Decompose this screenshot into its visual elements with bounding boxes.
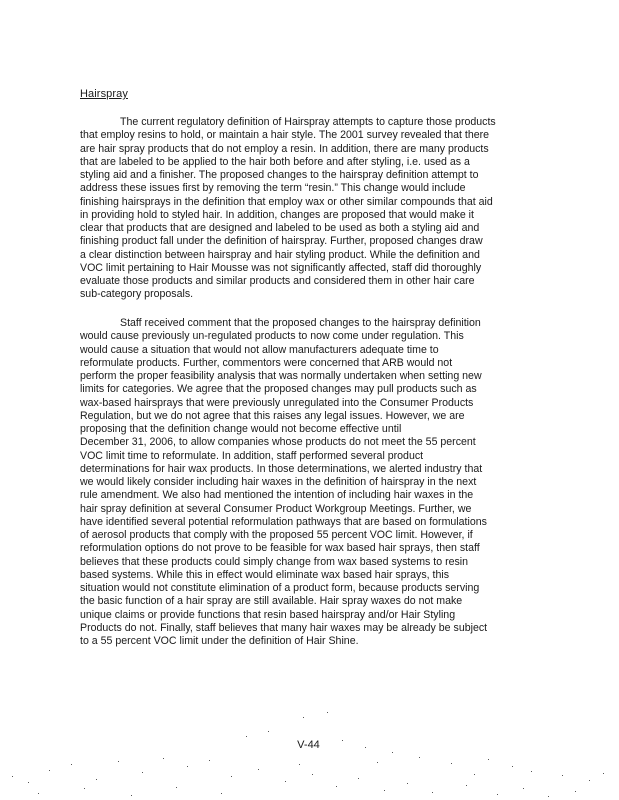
paragraph-line: sub-category proposals.: [80, 288, 194, 301]
paragraph-1: [80, 116, 540, 302]
paragraph-line: have identified several potential reformulation pathways that are based on formulations: [80, 515, 487, 528]
paragraph-line: wax-based hairsprays that were previously unregulated into the Consumer Products: [80, 396, 474, 409]
paragraph-line: perform the proper feasibility analysis that was normally undertaken when setting new: [80, 370, 482, 382]
paragraph-line: VOC limit pertaining to Hair Mousse was not significantly affected, staff did thoroughly: [80, 261, 482, 274]
section-heading: Hairspray: [80, 88, 128, 100]
paragraph-line: hair spray definition at several Consumer Product Workgroup Meetings. Further, we: [80, 502, 472, 515]
paragraph-line: the basic function of a hair spray are still available. Hair spray waxes do not make: [80, 595, 463, 608]
page-number: V-44: [297, 739, 320, 751]
paragraph-line: are hair spray products that do not employ a resin. In addition, there are many products: [80, 142, 489, 155]
paragraph-line: address these issues first by removing the term “resin.” This change would include: [80, 182, 466, 195]
paragraph-line: proposing that the definition change would not become effective until: [80, 423, 402, 435]
paragraph-line: we would likely consider including hair waxes in the definition of hairspray in the next: [80, 476, 477, 488]
paragraph-line: situation would not constitute elimination of a product form, because products serving: [80, 582, 480, 594]
paragraph-line: a clear distinction between hairspray and hair styling product. While the definition and: [80, 248, 480, 261]
paragraph-line: Regulation, but we do not agree that this raises any legal issues. However, we are: [80, 409, 465, 422]
paragraph-line: VOC limit time to reformulate. In addition, staff performed several product: [80, 449, 424, 462]
paragraph-line: that employ resins to hold, or maintain a hair style. The 2001 survey revealed that there: [80, 129, 490, 142]
paragraph-line: December 31, 2006, to allow companies whose products do not meet the 55 percent: [80, 436, 476, 449]
paragraph-line: to a 55 percent VOC limit under the definition of Hair Shine.: [80, 635, 359, 647]
paragraph-line: finishing hairsprays in the definition that employ wax or other similar compounds that aid: [80, 195, 493, 208]
paragraph-line: would cause previously un-regulated products to now come under regulation. This: [80, 330, 464, 343]
paragraph-line: in providing hold to styled hair. In addition, changes are proposed that would make it: [80, 208, 474, 221]
paragraph-line: that are labeled to be applied to the hair both before and after styling, i.e. used as a: [80, 155, 470, 168]
paragraph-line: determinations for hair wax products. In those determinations, we alerted industry that: [80, 462, 483, 475]
paragraph-line: limits for categories. We agree that the proposed changes may pull products such as: [80, 383, 477, 396]
paragraph-line: The current regulatory definition of Hairspray attempts to capture those products: [120, 116, 496, 128]
paragraph-line: evaluate those products and similar products and considered them in other hair care: [80, 275, 475, 287]
paragraph-line: clear that products that are designed and labeled to be used as both a styling aid and: [80, 222, 480, 234]
paragraph-2: [80, 317, 540, 648]
paragraph-line: would cause a situation that would not allow manufacturers adequate time to: [80, 343, 439, 356]
paragraph-line: based systems. While this in effect would eliminate wax based hair sprays, this: [80, 568, 449, 581]
paragraph-line: rule amendment. We also had mentioned the intention of including hair waxes in the: [80, 489, 474, 502]
paragraph-line: Staff received comment that the proposed changes to the hairspray definition: [120, 317, 481, 329]
paragraph-line: unique claims or provide functions that resin based hairspray and/or Hair Styling: [80, 608, 456, 621]
paragraph-line: reformulation options do not prove to be feasible for wax based hair sprays, then staff: [80, 542, 480, 555]
paragraph-line: reformulate products. Further, commentors were concerned that ARB would not: [80, 356, 453, 369]
paragraph-line: Products do not. Finally, staff believes that many hair waxes may be already be subject: [80, 621, 488, 634]
paragraph-line: of aerosol products that comply with the proposed 55 percent VOC limit. However, if: [80, 529, 473, 541]
paragraph-line: finishing product fall under the definition of hairspray. Further, proposed changes draw: [80, 235, 483, 248]
paragraph-line: styling aid and a finisher. The proposed changes to the hairspray definition attempt to: [80, 169, 479, 181]
paragraph-line: believes that these products could simply change from wax based systems to resin: [80, 555, 469, 568]
